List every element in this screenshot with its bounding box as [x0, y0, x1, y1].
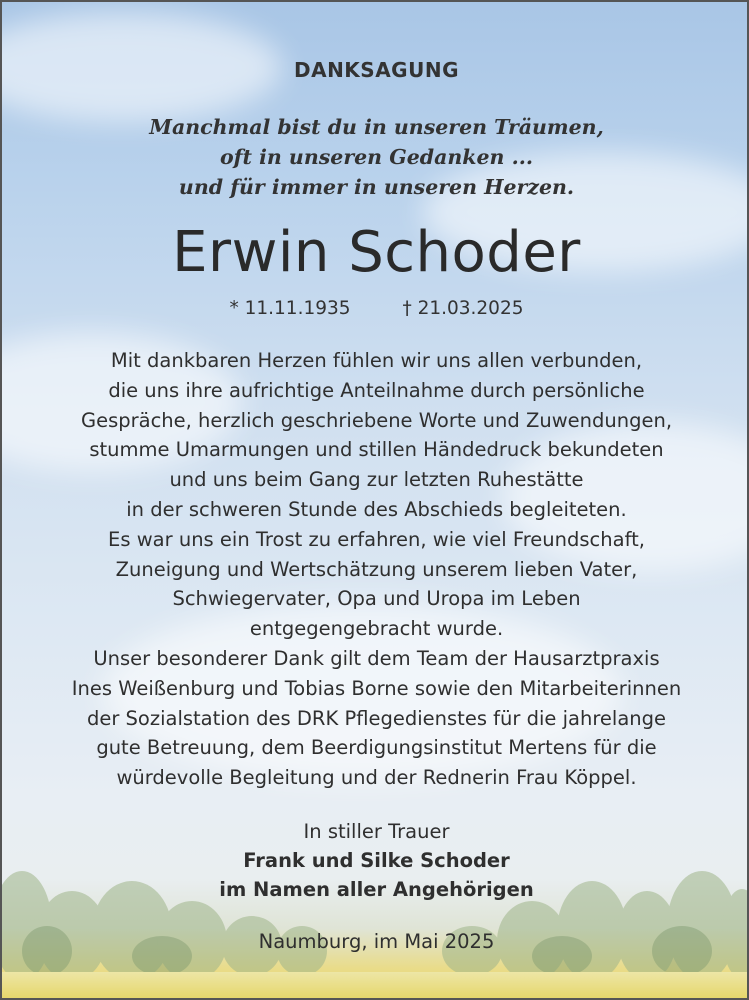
text-line: gute Betreuung, dem Beerdigungsinstitut Mertens für die — [96, 736, 657, 760]
text-line: Es war uns ein Trost zu erfahren, wie viel Freundschaft, — [108, 527, 645, 551]
death-date: † 21.03.2025 — [402, 298, 524, 319]
heading: DANKSAGUNG — [293, 58, 459, 82]
poem-line: oft in unseren Gedanken ... — [220, 145, 533, 169]
thanks-text — [2, 346, 749, 793]
deceased-name: Erwin Schoder — [172, 220, 581, 285]
text-line: Zuneigung und Wertschätzung unserem lieben Vater, — [115, 557, 638, 581]
place-date: Naumburg, im Mai 2025 — [258, 930, 495, 953]
text-line: Mit dankbaren Herzen fühlen wir uns allen verbunden, — [110, 349, 643, 372]
text-line: stumme Umarmungen und stillen Händedruck bekundeten — [89, 438, 664, 462]
text-line: und uns beim Gang zur letzten Ruhestätte — [169, 468, 584, 492]
text-line: die uns ihre aufrichtige Anteilnahme durch persönliche — [108, 378, 645, 402]
birth-date: * 11.11.1935 — [229, 298, 351, 319]
text-line: in der schweren Stunde des Abschieds begleiteten. — [126, 497, 627, 521]
mourning-intro: In stiller Trauer — [303, 820, 450, 843]
text-line: Gespräche, herzlich geschriebene Worte und Zuwendungen, — [80, 408, 673, 432]
poem — [2, 112, 749, 202]
mourner-names: Frank und Silke Schoder — [243, 849, 510, 872]
text-line: der Sozialstation des DRK Pflegedienstes für die jahrelange — [86, 706, 667, 730]
text-line: entgegengebracht wurde. — [249, 617, 504, 641]
text-line: Ines Weißenburg und Tobias Borne sowie den Mitarbeiterinnen — [71, 676, 682, 700]
poem-line: und für immer in unseren Herzen. — [178, 175, 575, 199]
rapeseed-field — [2, 972, 749, 998]
mourners-block — [2, 817, 749, 904]
life-dates — [2, 298, 749, 319]
text-line: Unser besonderer Dank gilt dem Team der Hausarztpraxis — [93, 646, 660, 670]
poem-line: Manchmal bist du in unseren Träumen, — [149, 115, 604, 139]
text-line: würdevolle Begleitung und der Rednerin Frau Köppel. — [116, 766, 637, 790]
mourner-family: im Namen aller Angehörigen — [219, 878, 534, 901]
text-line: Schwiegervater, Opa und Uropa im Leben — [172, 587, 581, 611]
